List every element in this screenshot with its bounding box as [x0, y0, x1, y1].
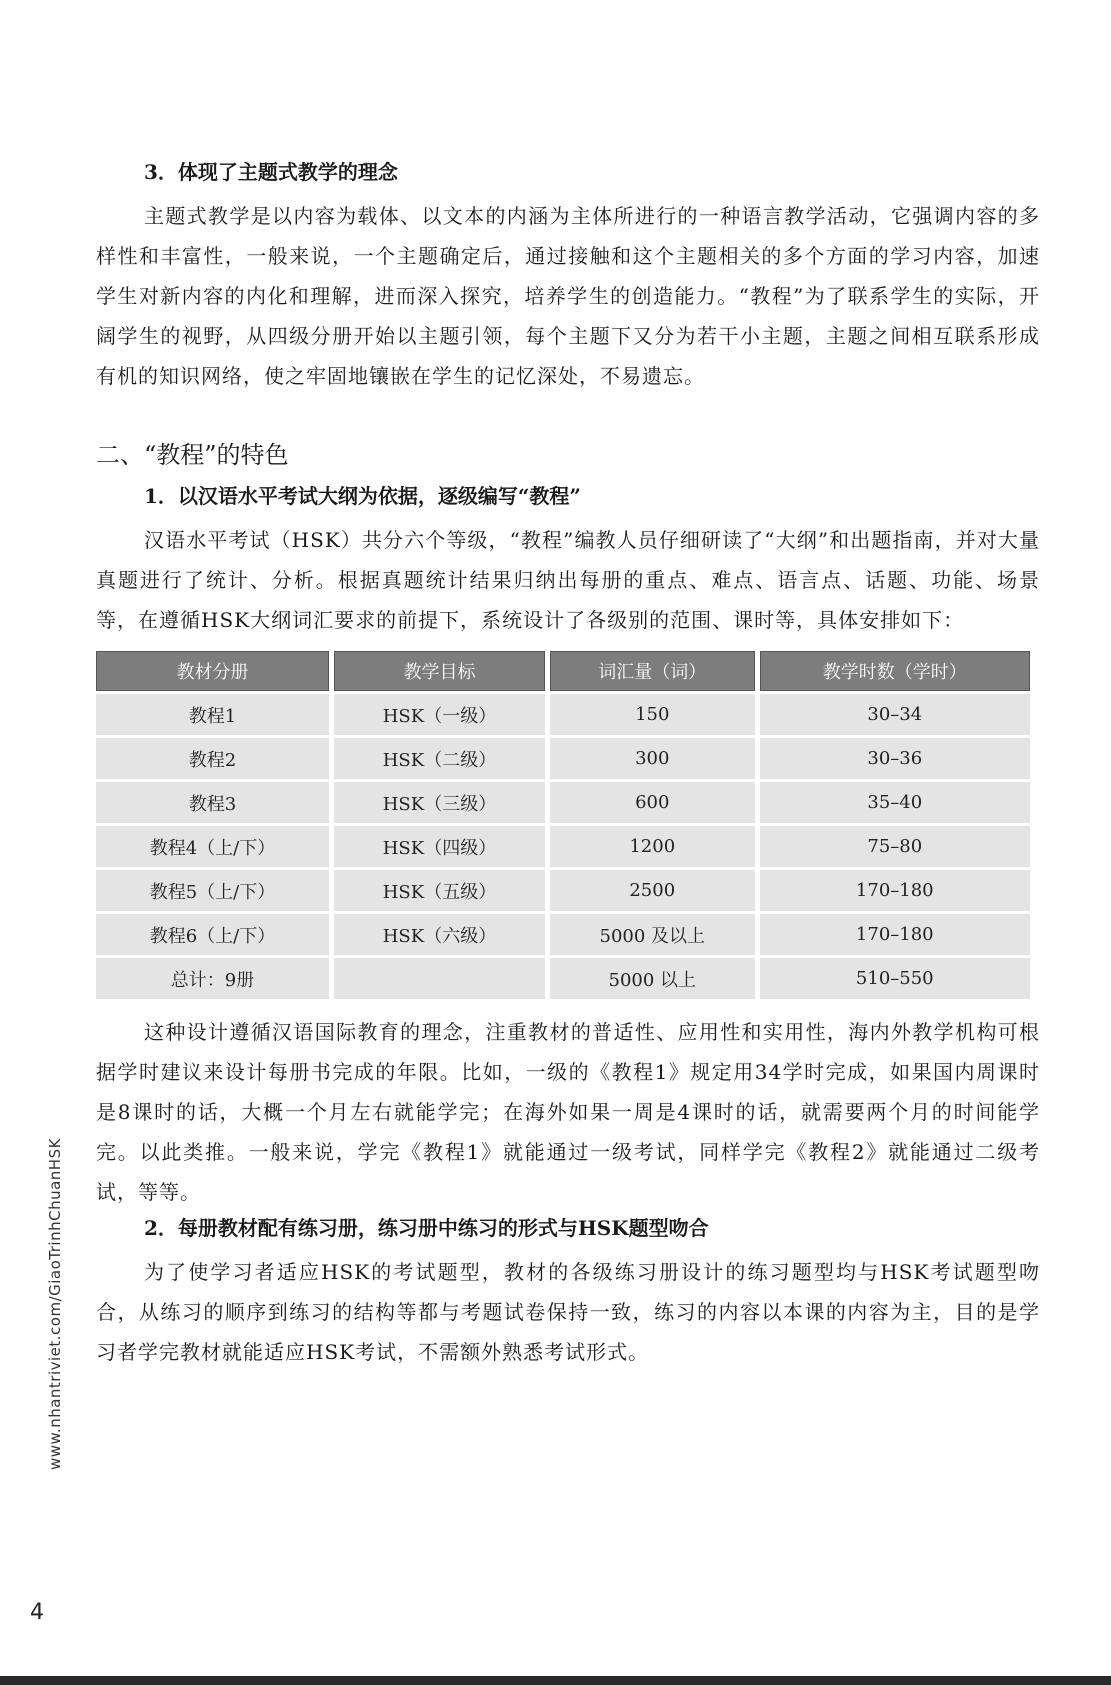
table-row [96, 738, 1030, 779]
table-cell: 总计：9册 [96, 958, 329, 999]
table-row [96, 782, 1030, 823]
table-header-cell: 教学时数（学时） [760, 651, 1030, 691]
feature2-heading: 2．每册教材配有练习册，练习册中练习的形式与HSK题型吻合 [144, 1216, 709, 1240]
table-row [96, 870, 1030, 911]
table-cell: 510–550 [760, 958, 1030, 999]
table-cell: 2500 [550, 870, 755, 911]
table-cell: 170–180 [760, 870, 1030, 911]
table-cell: 75–80 [760, 826, 1030, 867]
table-cell [334, 958, 545, 999]
page-number: 4 [30, 1600, 44, 1625]
table-cell: 30–36 [760, 738, 1030, 779]
table-header-cell: 教学目标 [334, 651, 545, 691]
levels-table [91, 648, 1035, 1002]
side-website-url: www.nhantriviet.com/GiaoTrinhChuanHSK [46, 1138, 64, 1470]
table-cell: HSK（五级） [334, 870, 545, 911]
table-cell: 教程6（上/下） [96, 914, 329, 955]
table-header-cell: 教材分册 [96, 651, 329, 691]
section3-paragraph: 主题式教学是以内容为载体、以文本的内涵为主体所进行的一种语言教学活动，它强调内容的多样性和丰富性，一般来说，一个主题确定后，通过接触和这个主题相关的多个方面的学习内容，加速学生对新内容的内化和理解，进而深入探究，培养学生的创造能力。“教程”为了联系学生的实际，开阔学生的视野，从四级分册开始以主题引领，每个主题下又分为若干小主题，主题之间相互联系形成有机的知识网络，使之牢固地镶嵌在学生的记忆深处，不易遗忘。 [96, 204, 1040, 388]
table-header-cell: 词汇量（词） [550, 651, 755, 691]
feature1-heading: 1．以汉语水平考试大纲为依据，逐级编写“教程” [144, 484, 581, 508]
table-cell: HSK（六级） [334, 914, 545, 955]
table-cell: 170–180 [760, 914, 1030, 955]
table-header-row [96, 651, 1030, 691]
section3-heading: 3．体现了主题式教学的理念 [144, 160, 398, 184]
bottom-edge-bar [0, 1676, 1111, 1685]
table-cell: 5000 以上 [550, 958, 755, 999]
page-content [96, 158, 1040, 1372]
feature2-paragraph: 为了使学习者适应HSK的考试题型，教材的各级练习册设计的练习题型均与HSK考试题型吻合，从练习的顺序到练习的结构等都与考题试卷保持一致，练习的内容以本课的内容为主，目的是学习者学完教材就能适应HSK考试，不需额外熟悉考试形式。 [96, 1260, 1040, 1364]
table-row [96, 694, 1030, 735]
table-cell: 教程3 [96, 782, 329, 823]
feature1-paragraph: 汉语水平考试（HSK）共分六个等级，“教程”编教人员仔细研读了“大纲”和出题指南，并对大量真题进行了统计、分析。根据真题统计结果归纳出每册的重点、难点、语言点、话题、功能、场景等，在遵循HSK大纲词汇要求的前提下，系统设计了各级别的范围、课时等，具体安排如下： [96, 528, 1040, 632]
table-cell: 150 [550, 694, 755, 735]
table-cell: 教程1 [96, 694, 329, 735]
table-row [96, 826, 1030, 867]
table-row [96, 914, 1030, 955]
table-cell: HSK（四级） [334, 826, 545, 867]
after-table-paragraph: 这种设计遵循汉语国际教育的理念，注重教材的普适性、应用性和实用性，海内外教学机构可根据学时建议来设计每册书完成的年限。比如，一级的《教程1》规定用34学时完成，如果国内周课时是8课时的话，大概一个月左右就能学完；在海外如果一周是4课时的话，就需要两个月的时间能学完。以此类推。一般来说，学完《教程1》就能通过一级考试，同样学完《教程2》就能通过二级考试，等等。 [96, 1020, 1040, 1204]
table-cell: 35–40 [760, 782, 1030, 823]
table-cell: 教程2 [96, 738, 329, 779]
table-cell: 教程5（上/下） [96, 870, 329, 911]
table-cell: 1200 [550, 826, 755, 867]
table-cell: 300 [550, 738, 755, 779]
table-cell: 600 [550, 782, 755, 823]
table-cell: HSK（三级） [334, 782, 545, 823]
table-total-row [96, 958, 1030, 999]
table-cell: 5000 及以上 [550, 914, 755, 955]
table-cell: HSK（一级） [334, 694, 545, 735]
table-cell: 30–34 [760, 694, 1030, 735]
table-cell: HSK（二级） [334, 738, 545, 779]
table-cell: 教程4（上/下） [96, 826, 329, 867]
part2-heading: 二、“教程”的特色 [96, 441, 289, 469]
